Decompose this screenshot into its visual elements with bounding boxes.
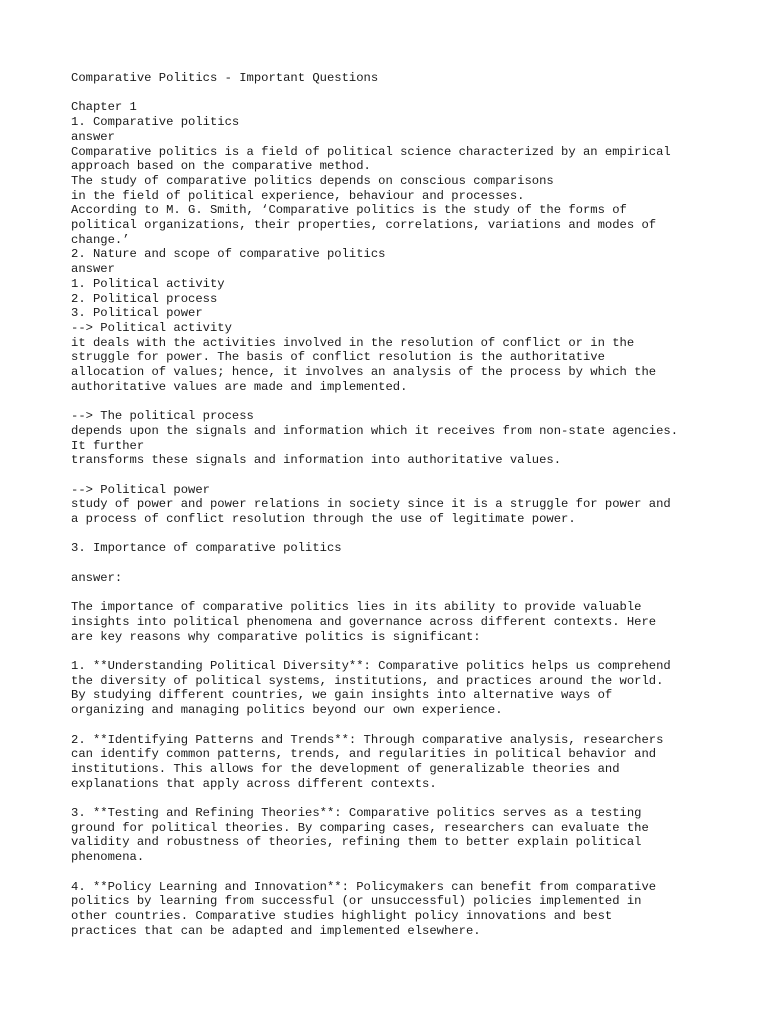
text-line: in the field of political experience, behaviour and processes.: [71, 188, 525, 203]
blank-line: [71, 527, 731, 542]
text-line: politics by learning from successful (or unsuccessful) policies implemented in: [71, 894, 642, 909]
text-line: ground for political theories. By comparing cases, researchers can evaluate the: [71, 820, 649, 835]
text-line: --> Political power: [71, 482, 210, 497]
text-line: explanations that apply across different contexts.: [71, 776, 437, 791]
text-line: institutions. This allows for the development of generalizable theories and: [71, 761, 620, 776]
text-line: Comparative Politics - Important Questions: [71, 71, 379, 85]
text-line: validity and robustness of theories, refining them to better explain political: [71, 835, 642, 850]
text-line: According to M. G. Smith, ‘Comparative politics is the study of the forms of: [71, 203, 627, 218]
text-line: answer:: [71, 570, 123, 585]
text-line: practices that can be adapted and implemented elsewhere.: [71, 923, 481, 938]
text-line: answer: [71, 262, 115, 277]
text-line: insights into political phenomena and governance across different contexts. Here: [71, 614, 657, 629]
blank-line: [71, 394, 731, 409]
text-line: The study of comparative politics depends on conscious comparisons: [71, 173, 554, 188]
text-line: 2. Political process: [71, 291, 218, 306]
text-line: authoritative values are made and implemented.: [71, 379, 408, 394]
blank-line: [71, 718, 731, 733]
text-line: political organizations, their properties, correlations, variations and modes of: [71, 218, 657, 233]
text-line: 1. Political activity: [71, 276, 225, 291]
text-line: the diversity of political systems, institutions, and practices around the world.: [71, 673, 664, 688]
text-line: --> Political activity: [71, 320, 232, 335]
text-line: allocation of values; hence, it involves an analysis of the process by which the: [71, 365, 657, 380]
text-line: 3. Political power: [71, 306, 203, 321]
text-line: a process of conflict resolution through the use of legitimate power.: [71, 512, 576, 527]
text-line: phenomena.: [71, 850, 145, 865]
text-line: it deals with the activities involved in the resolution of conflict or in the: [71, 335, 635, 350]
text-line: depends upon the signals and information which it receives from non-state agencies.: [71, 423, 679, 438]
text-line: approach based on the comparative method.: [71, 159, 371, 174]
text-line: It further: [71, 438, 145, 453]
text-line: --> The political process: [71, 409, 254, 424]
text-line: 2. Nature and scope of comparative politics: [71, 247, 386, 262]
text-line: can identify common patterns, trends, and regularities in political behavior and: [71, 747, 657, 762]
text-line: 3. **Testing and Refining Theories**: Comparative politics serves as a testing: [71, 806, 642, 821]
text-line: Comparative politics is a field of political science characterized by an empirical: [71, 144, 671, 159]
text-line: 4. **Policy Learning and Innovation**: Policymakers can benefit from comparative: [71, 879, 657, 894]
text-line: The importance of comparative politics lies in its ability to provide valuable: [71, 600, 642, 615]
blank-line: [71, 586, 731, 601]
text-line: answer: [71, 129, 115, 144]
text-line: By studying different countries, we gain insights into alternative ways of: [71, 688, 613, 703]
blank-line: [71, 556, 731, 571]
text-line: 1. **Understanding Political Diversity**: Comparative politics helps us comprehend: [71, 659, 671, 674]
blank-line: [71, 865, 731, 880]
text-line: study of power and power relations in society since it is a struggle for power and: [71, 497, 671, 512]
text-line: are key reasons why comparative politics is significant:: [71, 629, 481, 644]
text-line: 2. **Identifying Patterns and Trends**: Through comparative analysis, researchers: [71, 732, 664, 747]
text-line: organizing and managing politics beyond our own experience.: [71, 703, 503, 718]
text-line: Chapter 1: [71, 100, 137, 115]
text-line: change.’: [71, 232, 130, 247]
document-text: [71, 71, 731, 938]
text-line: struggle for power. The basis of conflict resolution is the authoritative: [71, 350, 605, 365]
blank-line: [71, 644, 731, 659]
blank-line: [71, 791, 731, 806]
blank-line: [71, 86, 731, 101]
text-line: 3. Importance of comparative politics: [71, 541, 342, 556]
text-line: transforms these signals and information into authoritative values.: [71, 453, 562, 468]
blank-line: [71, 468, 731, 483]
text-line: 1. Comparative politics: [71, 115, 240, 130]
text-line: other countries. Comparative studies highlight policy innovations and best: [71, 908, 613, 923]
